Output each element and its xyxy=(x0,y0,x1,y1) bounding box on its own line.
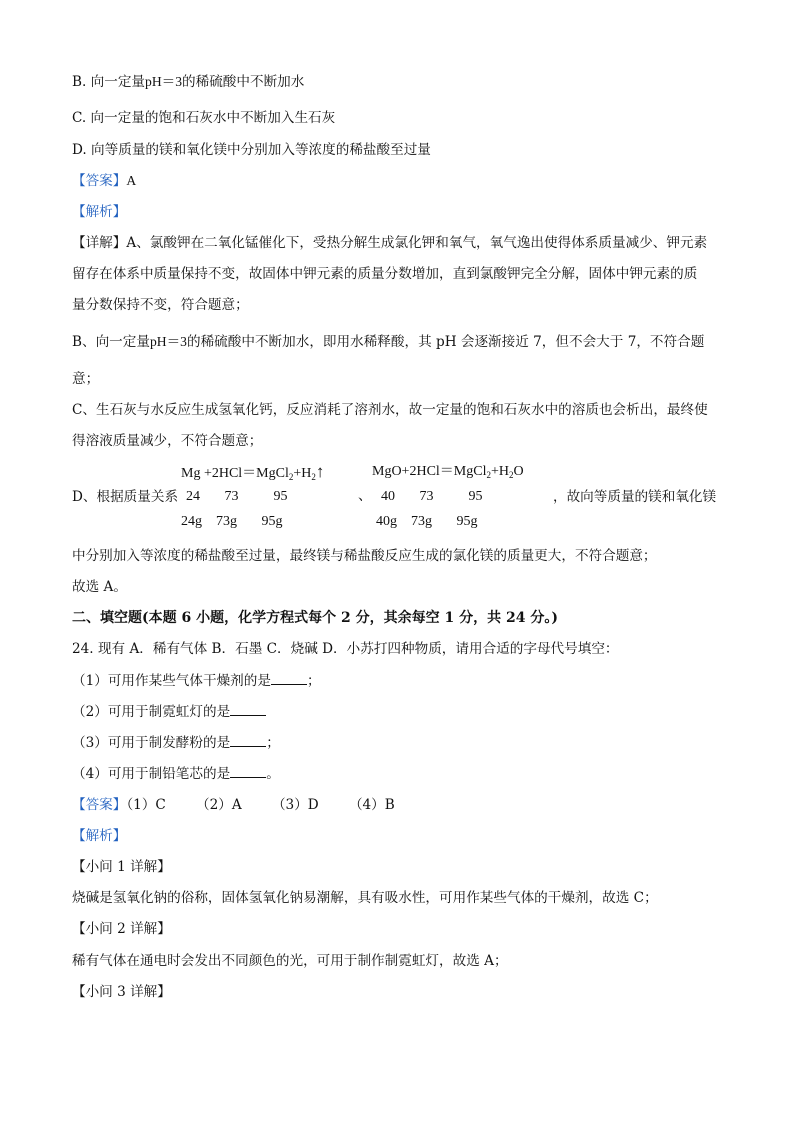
answer-blank xyxy=(230,703,266,716)
question-24-2: （2）可用于制霓虹灯的是 xyxy=(72,703,266,721)
sub-question-3-tag: 【小问 3 详解】 xyxy=(72,984,171,1000)
question-24-1: （1）可用作某些气体干燥剂的是 ； xyxy=(72,673,321,689)
detail-a-line1: 【详解】A、氯酸钾在二氧化锰催化下，受热分解生成氯化钾和氧气，氧气逸出使得体系质量减少、钾元素 xyxy=(72,235,708,251)
question-24-3: （3）可用于制发酵粉的是 ； xyxy=(72,735,280,751)
sub-question-2-tag: 【小问 2 详解】 xyxy=(72,921,171,937)
detail-d-line1: D、根据质量关系 xyxy=(72,489,179,505)
analysis-tag: 【解析】 xyxy=(72,204,127,220)
detail-c-line1: C、生石灰与水反应生成氢氧化钙，反应消耗了溶剂水，故一定量的饱和石灰水中的溶质也会析出，最终使 xyxy=(72,402,708,418)
mgo-mass-row: 40g 73g 95g xyxy=(376,514,478,529)
answer-value: A xyxy=(126,173,137,188)
sub-question-1-tag: 【小问 1 详解】 xyxy=(72,859,171,875)
option-c: C. 向一定量的饱和石灰水中不断加入生石灰 xyxy=(72,110,336,126)
sub-question-2-text: 稀有气体在通电时会发出不同颜色的光，可用于制作制霓虹灯，故选 A； xyxy=(72,953,508,969)
detail-a-line2: 留存在体系中质量保持不变，故固体中钾元素的质量分数增加，直到氯酸钾完全分解，固体中钾元素的质 xyxy=(72,266,698,282)
answer-blank xyxy=(230,765,266,778)
answer-line xyxy=(72,172,136,190)
answer-tag: 【答案】 xyxy=(72,173,127,189)
equation-mg: $Mg +2HCl=MgCl_2+H_2↑$ xyxy=(181,462,325,482)
mg-mass-ratio-row: 24 73 95 xyxy=(186,489,288,504)
equation-mgo: $MgO+2HCl=MgCl_2+H_2O$ xyxy=(372,464,524,480)
section-heading: 二、填空题(本题 6 小题，化学方程式每个 2 分，其余每空 1 分，共 24 分。) xyxy=(72,610,558,626)
question-24-4: （4）可用于制铅笔芯的是 。 xyxy=(72,766,280,782)
gas-arrow-icon: ↑ xyxy=(315,462,325,481)
mgo-mass-ratio-row: 40 73 95 xyxy=(381,489,483,504)
detail-b-line2: 意； xyxy=(72,371,100,387)
mg-mass-row: 24g 73g 95g xyxy=(181,514,283,529)
answer-line-24 xyxy=(72,796,395,814)
option-d: D. 向等质量的镁和氧化镁中分别加入等浓度的稀盐酸至过量 xyxy=(72,142,431,158)
analysis-tag-24: 【解析】 xyxy=(72,828,127,844)
detail-a-line3: 量分数保持不变，符合题意； xyxy=(72,297,249,313)
answer-tag: 【答案】 xyxy=(72,797,127,813)
question-24: 24. 现有 A．稀有气体 B．石墨 C．烧碱 D．小苏打四种物质，请用合适的字母代号填空： xyxy=(72,641,619,657)
detail-d-line2: 中分别加入等浓度的稀盐酸至过量，最终镁与稀盐酸反应生成的氯化镁的质量更大，不符合题意； xyxy=(72,548,657,564)
option-b: B. 向一定量pH＝3的稀硫酸中不断加水 xyxy=(72,74,305,90)
separator: 、 xyxy=(358,489,372,504)
detail-conclusion: 故选 A。 xyxy=(72,579,127,595)
answer-blank xyxy=(271,672,307,685)
answer-blank xyxy=(230,734,266,747)
detail-c-line2: 得溶液质量减少，不符合题意； xyxy=(72,433,263,449)
detail-d-line1-post: ，故向等质量的镁和氧化镁 xyxy=(553,489,717,505)
sub-question-1-text: 烧碱是氢氧化钠的俗称，固体氢氧化钠易潮解，具有吸水性，可用作某些气体的干燥剂，故选 C； xyxy=(72,890,658,906)
answer-values: （1）C （2）A （3）D （4）B xyxy=(126,797,395,813)
detail-b-line1: B、向一定量pH＝3的稀硫酸中不断加水，即用水稀释酸，其 pH 会逐渐接近 7，但不会大于 7，不符合题 xyxy=(72,334,705,350)
